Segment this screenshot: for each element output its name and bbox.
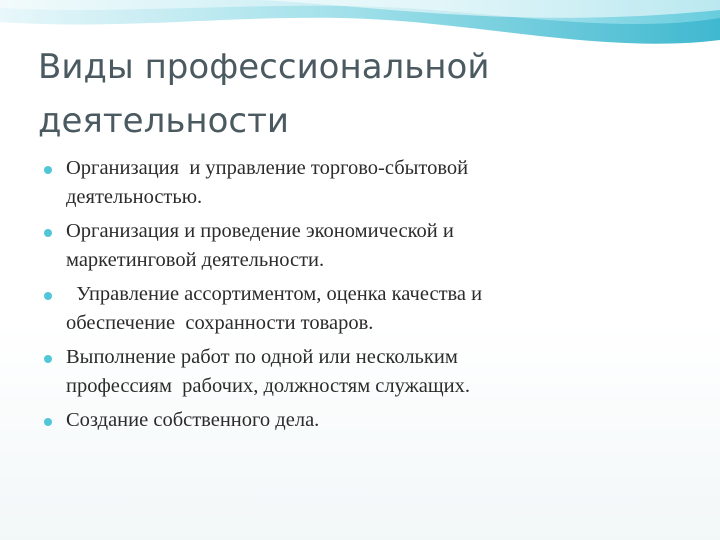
- title-line-2: деятельности: [38, 101, 289, 141]
- bullet-dot-icon: [44, 355, 52, 363]
- bullet-text-line: деятельностью.: [66, 186, 203, 208]
- bullet-item: [44, 217, 664, 275]
- bullet-text-line: маркетинговой деятельности.: [66, 249, 325, 271]
- bullet-dot-icon: [44, 292, 52, 300]
- bullet-text-line: Создание собственного дела.: [66, 409, 320, 431]
- bullet-item: [44, 406, 664, 435]
- bullet-text-line: Выполнение работ по одной или нескольким: [66, 346, 458, 368]
- bullet-dot-icon: [44, 418, 52, 426]
- bullet-dot-icon: [44, 229, 52, 237]
- bullet-item: [44, 280, 664, 338]
- bullet-item: [44, 343, 664, 401]
- bullet-item: [44, 154, 664, 212]
- bullet-text-line: профессиям рабочих, должностям служащих.: [66, 375, 471, 397]
- bullet-text-line: Управление ассортиментом, оценка качества и: [66, 283, 483, 305]
- bullet-text-line: Организация и управление торгово-сбытовой: [66, 157, 469, 179]
- bullet-list: [44, 154, 664, 440]
- slide-title: [38, 40, 678, 148]
- title-line-1: Виды профессиональной: [38, 47, 490, 87]
- bullet-dot-icon: [44, 166, 52, 174]
- bullet-text-line: Организация и проведение экономической и: [66, 220, 454, 242]
- bullet-text-line: обеспечение сохранности товаров.: [66, 312, 374, 334]
